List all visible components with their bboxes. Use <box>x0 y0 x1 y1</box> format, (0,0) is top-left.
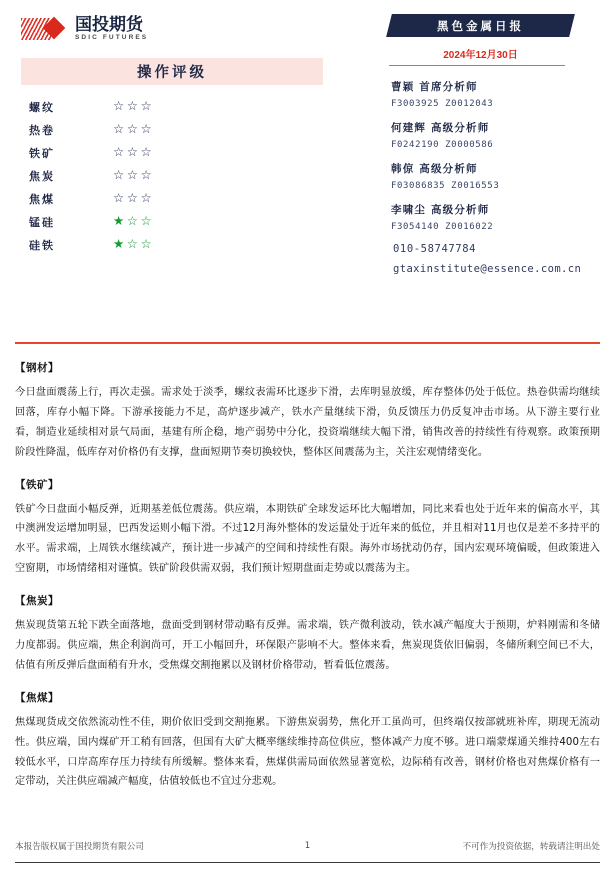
rating-row <box>29 95 333 118</box>
section-paragraph: 铁矿今日盘面小幅反弹，近期基差低位震荡。供应端，本期铁矿全球发运环比大幅增加，同比来看也处于近年来的偏高水平，其中澳洲发运增加明显，巴西发运则小幅下滑。不过12月海外整体的发运量处于近年来的低位，并且相对11月也仅是差不多持平的水平。需求端，上周铁水继续减产，预计进一步减产的空间和持续性有限。海外市场扰动仍存，国内宏观环境偏暖，但政策进入空窗期，市场情绪相对谨慎。铁矿阶段供需双弱，我们预计短期盘面走势或以震荡为主。 <box>15 503 600 575</box>
rating-stars <box>113 146 154 159</box>
rating-stars <box>113 123 154 136</box>
star-empty-icon: ☆ <box>113 145 127 160</box>
footer-page-number: 1 <box>304 841 311 851</box>
logo-name-cn: 国投期货 <box>75 14 143 35</box>
rating-stars <box>113 192 154 205</box>
star-empty-icon: ☆ <box>126 145 141 160</box>
report-title-banner <box>389 14 572 37</box>
rating-stars <box>113 169 154 182</box>
contact-phone[interactable]: 010-58747784 <box>393 243 477 255</box>
date-underline-divider <box>389 65 565 66</box>
rating-row <box>29 187 333 210</box>
rating-row <box>29 164 333 187</box>
star-empty-icon: ☆ <box>140 145 155 160</box>
analyst-name: 韩倞 高级分析师 <box>391 163 478 175</box>
contact-email[interactable]: gtaxinstitute@essence.com.cn <box>393 263 582 275</box>
rating-commodity-name: 热卷 <box>29 123 55 137</box>
footer-divider <box>15 862 600 863</box>
rating-commodity-name: 焦煤 <box>29 192 55 206</box>
report-section <box>15 593 600 676</box>
rating-panel-title-banner <box>21 58 323 85</box>
section-paragraph: 焦煤现货成交依然流动性不佳，期价依旧受到交割拖累。下游焦炭弱势，焦化开工虽尚可，但终端仅按部就班补库，期现无流动性。供应端，国内煤矿开工稍有回落，但国有大矿大概率继续维持高位供应，整体减产力度不够。进口端蒙煤通关维持400左右较低水平，口岸高库存压力持续有所缓解。整体来看，焦煤供需局面依然显著宽松，边际稍有改善，钢材价格也对焦煤价格有一定带动，关注供应端减产幅度，估值较低也不宜过分悲观。 <box>15 716 600 788</box>
rating-row <box>29 141 333 164</box>
rating-stars <box>113 100 154 113</box>
star-empty-icon: ☆ <box>126 214 141 229</box>
analyst-license-codes: F0242190 Z0000586 <box>391 140 494 150</box>
rating-commodity-name: 锰硅 <box>29 215 55 229</box>
star-empty-icon: ☆ <box>113 99 127 114</box>
star-empty-icon: ☆ <box>126 122 141 137</box>
analyst-name: 曹颖 首席分析师 <box>391 81 478 93</box>
section-heading: 【铁矿】 <box>15 478 59 491</box>
star-empty-icon: ☆ <box>140 191 155 206</box>
report-section <box>15 690 600 793</box>
star-empty-icon: ☆ <box>126 191 141 206</box>
star-empty-icon: ☆ <box>140 168 155 183</box>
rating-panel-title: 操作评级 <box>137 64 207 81</box>
star-empty-icon: ☆ <box>113 122 127 137</box>
footer-disclaimer: 不可作为投资依据，转载请注明出处 <box>462 842 600 852</box>
analyst-license-codes: F03086835 Z0016553 <box>391 181 500 191</box>
analyst-name: 何建辉 高级分析师 <box>391 122 490 134</box>
rating-stars <box>113 238 154 251</box>
rating-row <box>29 233 333 256</box>
report-body <box>15 360 600 806</box>
header-right-column <box>333 14 600 275</box>
section-paragraph: 焦炭现货第五轮下跌全面落地，盘面受到钢材带动略有反弹。需求端，铁产微利波动，铁水减产幅度大于预期，炉料刚需和冬储力度都弱。供应端，焦企利润尚可，开工小幅回升，环保限产影响不大。整体来看，焦炭现货依旧偏弱，冬储所剩空间已不大，估值有所反弹后盘面稍有升水，受焦煤交割拖累以及钢材价格带动，暂看低位震荡。 <box>15 620 600 671</box>
star-empty-icon: ☆ <box>140 214 155 229</box>
star-empty-icon: ☆ <box>140 99 155 114</box>
star-empty-icon: ☆ <box>113 191 127 206</box>
star-filled-icon: ★ <box>113 237 127 252</box>
report-section <box>15 477 600 580</box>
rating-row <box>29 118 333 141</box>
rating-stars <box>113 215 154 228</box>
logo-wordmark <box>73 14 149 42</box>
page-header <box>15 0 600 275</box>
report-title: 黑色金属日报 <box>437 18 524 33</box>
rating-list <box>15 95 333 256</box>
company-logo <box>15 14 333 44</box>
rating-row <box>29 210 333 233</box>
section-heading: 【钢材】 <box>15 362 59 374</box>
star-empty-icon: ☆ <box>126 99 141 114</box>
star-filled-icon: ★ <box>113 214 127 229</box>
star-empty-icon: ☆ <box>126 237 141 252</box>
section-heading: 【焦炭】 <box>15 595 59 608</box>
analyst-name: 李啸尘 高级分析师 <box>391 204 490 216</box>
star-empty-icon: ☆ <box>140 237 155 252</box>
sdic-logo-mark-icon <box>21 16 73 42</box>
header-left-column <box>15 14 333 256</box>
section-paragraph: 今日盘面震荡上行，再次走强。需求处于淡季，螺纹表需环比逐步下滑，去库明显放缓，库存整体仍处于低位。热卷供需均继续回落，库存小幅下降。下游承接能力不足，高炉逐步减产，铁水产量继续下滑，负反馈压力仍反复冲击市场。从下游主要行业看，制造业延续相对景气局面，基建有所企稳，地产弱势中分化，投资端继续大幅下滑，销售改善的持续性有待观察。政策预期阶段性降温，低库存对价格仍有支撑，盘面短期节奏切换较快，整体区间震荡为主，关注宏观情绪变化。 <box>15 387 600 458</box>
rating-commodity-name: 焦炭 <box>29 169 55 183</box>
footer-copyright: 本报告版权属于国投期货有限公司 <box>15 842 144 852</box>
section-heading: 【焦煤】 <box>15 691 59 704</box>
star-empty-icon: ☆ <box>140 122 155 137</box>
rating-commodity-name: 硅铁 <box>29 238 55 252</box>
rating-commodity-name: 铁矿 <box>29 146 55 160</box>
analyst-license-codes: F3003925 Z0012043 <box>391 99 494 109</box>
star-empty-icon: ☆ <box>126 168 141 183</box>
rating-commodity-name: 螺纹 <box>29 100 55 114</box>
analyst-list <box>385 79 600 232</box>
page-footer <box>15 840 600 852</box>
report-date: 2024年12月30日 <box>443 50 518 61</box>
star-empty-icon: ☆ <box>113 168 127 183</box>
report-section <box>15 360 600 463</box>
logo-name-en: SDIC FUTURES <box>75 33 149 41</box>
header-body-divider <box>15 342 600 344</box>
analyst-license-codes: F3054140 Z0016022 <box>391 222 494 232</box>
